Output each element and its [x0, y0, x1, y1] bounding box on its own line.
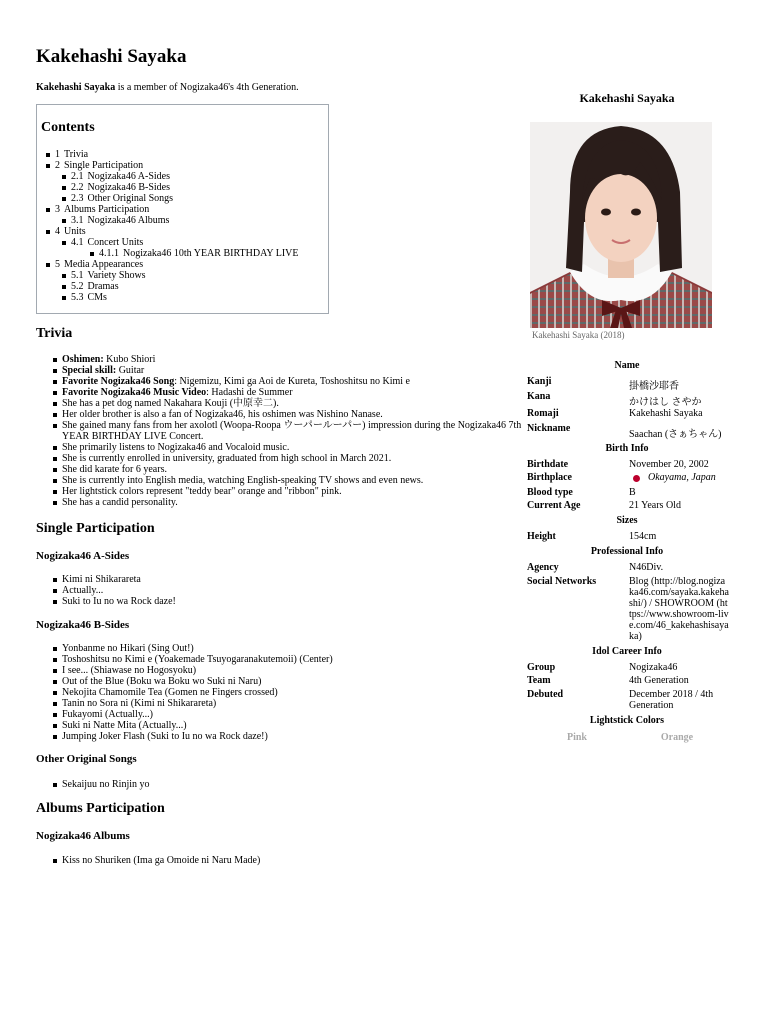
b-sides-list [62, 643, 333, 742]
toc-item-number: 3 [55, 204, 60, 215]
toc-item-label: Nogizaka46 B-Sides [87, 182, 170, 193]
intro-rest: is a member of Nogizaka46's 4th Generation. [115, 82, 299, 93]
list-item: Fukayomi (Actually...) [62, 709, 333, 720]
infobox-section-lightstick: Lightstick Colors [589, 715, 665, 726]
toc-item[interactable] [71, 292, 271, 303]
toc-item[interactable] [71, 182, 271, 193]
value-agency: N46Div. [629, 562, 664, 573]
toc-item[interactable] [55, 226, 255, 237]
value-team: 4th Generation [629, 675, 689, 686]
trivia-item-text: Her older brother is also a fan of Nogizaka46, his oshimen was Nishino Nanase. [62, 409, 383, 420]
trivia-item [62, 398, 522, 409]
toc-item-label: Albums Participation [64, 204, 150, 215]
toc-item-label: Nogizaka46 A-Sides [87, 171, 170, 182]
intro-bold: Kakehashi Sayaka [36, 82, 116, 93]
trivia-item [62, 442, 522, 453]
trivia-item-label: Special skill: [62, 365, 117, 376]
list-item: Out of the Blue (Boku wa Boku wo Suki ni Naru) [62, 676, 333, 687]
trivia-item-text: : Nigemizu, Kimi ga Aoi de Kureta, Toshoshitsu no Kimi e [174, 376, 410, 387]
intro-text [36, 82, 299, 94]
label-group: Group [527, 662, 556, 673]
label-kana: Kana [527, 391, 551, 402]
trivia-item-text: She has a pet dog named Nakahara Kouji (中原幸二). [62, 398, 279, 409]
list-item: Suki to Iu no wa Rock daze! [62, 596, 176, 607]
toc-item-label: Nogizaka46 10th YEAR BIRTHDAY LIVE [123, 248, 299, 259]
toc-item-label: CMs [87, 292, 107, 303]
toc-item[interactable] [55, 259, 255, 270]
trivia-item [62, 387, 522, 398]
list-item: Nekojita Chamomile Tea (Gomen ne Fingers crossed) [62, 687, 333, 698]
heading-other-songs: Other Original Songs [36, 753, 137, 765]
toc-item-number: 5.2 [71, 281, 84, 292]
toc-item-number: 1 [55, 149, 60, 160]
trivia-item-text: She is currently into English media, watching English-speaking TV shows and even news. [62, 475, 424, 486]
toc-item[interactable] [55, 160, 255, 171]
trivia-item-text: She has a candid personality. [62, 497, 178, 508]
toc-item-number: 2 [55, 160, 60, 171]
trivia-item-text: She did karate for 6 years. [62, 464, 167, 475]
value-blood-type: B [629, 487, 636, 498]
trivia-item [62, 376, 522, 387]
toc-item-label: Dramas [87, 281, 119, 292]
toc-item[interactable] [55, 204, 255, 215]
trivia-item-label: Favorite Nogizaka46 Song [62, 376, 175, 387]
lightstick-color-orange: Orange [660, 732, 694, 743]
list-item: Tanin no Sora ni (Kimi ni Shikarareta) [62, 698, 333, 709]
infobox-section-birth: Birth Info [605, 443, 649, 454]
photo-caption: Kakehashi Sayaka (2018) [532, 330, 625, 340]
trivia-list [62, 354, 522, 508]
toc-item-label: Media Appearances [64, 259, 144, 270]
toc-item-label: Single Participation [64, 160, 144, 171]
label-birthdate: Birthdate [527, 459, 569, 470]
trivia-item [62, 365, 522, 376]
heading-nogizaka-albums: Nogizaka46 Albums [36, 830, 130, 842]
page-title: Kakehashi Sayaka [36, 46, 187, 67]
list-item: Suki ni Natte Mita (Actually...) [62, 720, 333, 731]
toc-item-number: 5.1 [71, 270, 84, 281]
toc-item[interactable] [71, 270, 271, 281]
label-team: Team [527, 675, 551, 686]
heading-b-sides: Nogizaka46 B-Sides [36, 619, 130, 631]
heading-single-participation: Single Participation [36, 521, 155, 536]
heading-albums: Albums Participation [36, 801, 165, 816]
toc-item[interactable] [99, 248, 299, 259]
label-agency: Agency [527, 562, 559, 573]
value-nickname: Saachan (さぁちゃん) [629, 429, 722, 440]
label-romaji: Romaji [527, 408, 559, 419]
toc-item[interactable] [71, 237, 271, 248]
infobox-section-sizes: Sizes [616, 515, 638, 526]
value-birthdate: November 20, 2002 [629, 459, 709, 470]
label-nickname: Nickname [527, 423, 571, 434]
value-current-age: 21 Years Old [629, 500, 681, 511]
trivia-item-text: Guitar [116, 365, 145, 376]
toc-item-number: 3.1 [71, 215, 84, 226]
toc-item-label: Variety Shows [87, 270, 146, 281]
trivia-item-text: She primarily listens to Nogizaka46 and Vocaloid music. [62, 442, 290, 453]
infobox-section-idol: Idol Career Info [592, 646, 662, 657]
trivia-item-text: Her lightstick colors represent "teddy bear" orange and "ribbon" pink. [62, 486, 342, 497]
label-debuted: Debuted [527, 689, 564, 700]
trivia-item-text: : Hadashi de Summer [206, 387, 293, 398]
toc-title: Contents [41, 120, 95, 135]
value-debuted: December 2018 / 4th Generation [629, 689, 714, 711]
trivia-item [62, 409, 522, 420]
toc-item-number: 5.3 [71, 292, 84, 303]
toc-item[interactable] [55, 149, 255, 160]
lightstick-color-pink: Pink [566, 732, 587, 743]
table-of-contents [36, 104, 329, 314]
label-social-networks: Social Networks [527, 576, 597, 587]
trivia-item [62, 497, 522, 508]
toc-item-number: 2.1 [71, 171, 84, 182]
trivia-item-text: She is currently enrolled in university, graduated from high school in March 2021. [62, 453, 392, 464]
label-blood-type: Blood type [527, 487, 573, 498]
trivia-item-text: Kubo Shiori [103, 354, 156, 365]
label-birthplace: Birthplace [527, 472, 572, 483]
infobox-section-name: Name [614, 360, 640, 371]
trivia-item [62, 475, 522, 486]
list-item: Sekaijuu no Rinjin yo [62, 779, 150, 790]
heading-trivia: Trivia [36, 326, 73, 341]
label-current-age: Current Age [527, 500, 581, 511]
toc-item-label: Trivia [64, 149, 89, 160]
list-item: Jumping Joker Flash (Suki to Iu no wa Rock daze!) [62, 731, 333, 742]
toc-item-label: Units [64, 226, 86, 237]
profile-photo [530, 122, 712, 328]
heading-a-sides: Nogizaka46 A-Sides [36, 550, 130, 562]
trivia-item-label: Favorite Nogizaka46 Music Video [62, 387, 207, 398]
toc-item[interactable] [71, 281, 271, 292]
trivia-item [62, 464, 522, 475]
list-item: Toshoshitsu no Kimi e (Yoakemade Tsuyogaranakutemoii) (Center) [62, 654, 333, 665]
list-item: Kimi ni Shikarareta [62, 574, 176, 585]
list-item: Yonbanme no Hikari (Sing Out!) [62, 643, 333, 654]
toc-list [41, 149, 299, 303]
trivia-item [62, 420, 522, 442]
toc-item[interactable] [71, 171, 271, 182]
toc-item-number: 2.3 [71, 193, 84, 204]
value-group: Nogizaka46 [629, 662, 678, 673]
toc-item-number: 2.2 [71, 182, 84, 193]
toc-item[interactable] [71, 193, 271, 204]
list-item: Actually... [62, 585, 176, 596]
trivia-item [62, 453, 522, 464]
albums-list [62, 855, 260, 866]
list-item: Kiss no Shuriken (Ima ga Omoide ni Naru Made) [62, 855, 261, 866]
toc-item-number: 4 [55, 226, 60, 237]
other-songs-list [62, 779, 150, 790]
trivia-item-label: Oshimen: [62, 354, 104, 365]
label-height: Height [527, 531, 556, 542]
value-birthplace: Okayama, Japan [648, 472, 716, 483]
infobox-section-professional: Professional Info [590, 546, 664, 557]
value-kana: かけはし さやか [629, 397, 702, 408]
value-kanji: 掛橋沙耶香 [629, 381, 679, 392]
toc-item-label: Concert Units [87, 237, 144, 248]
infobox-title: Kakehashi Sayaka [579, 91, 675, 105]
toc-item-number: 5 [55, 259, 60, 270]
list-item: I see... (Shiawase no Hogosyoku) [62, 665, 333, 676]
value-romaji: Kakehashi Sayaka [629, 408, 703, 419]
label-kanji: Kanji [527, 376, 552, 387]
toc-item-number: 4.1 [71, 237, 84, 248]
toc-item-label: Other Original Songs [87, 193, 174, 204]
value-height: 154cm [629, 531, 657, 542]
toc-item[interactable] [71, 215, 271, 226]
japan-flag-icon [633, 475, 640, 482]
toc-item-number: 4.1.1 [99, 248, 119, 259]
trivia-item [62, 354, 522, 365]
value-social-networks[interactable]: Blog (http://blog.nogizaka46.com/sayaka.kakehashi/) / SHOWROOM (https://www.showroom-live.com/46_kakehashisayaka) [629, 576, 729, 642]
a-sides-list [62, 574, 176, 607]
trivia-item [62, 486, 522, 497]
trivia-item-text: She gained many fans from her axolotl (Woopa-Roopa ウーパールーパー) impression during the Nogizaka46 7th YEAR BIRTHDAY LIVE Concert. [62, 420, 522, 442]
toc-item-label: Nogizaka46 Albums [87, 215, 170, 226]
